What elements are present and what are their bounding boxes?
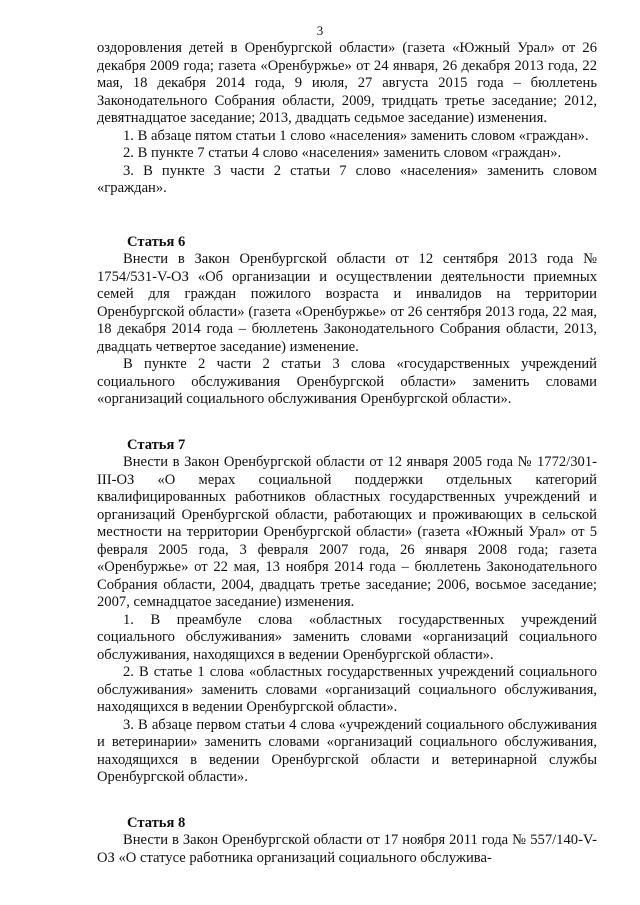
intro-item-1: 1. В абзаце пятом статьи 1 слово «населения» заменить словом «граждан».	[123, 127, 589, 144]
article-7-item-1: 1. В преамбуле слова «областных государственных учреждений социального обслуживания» заменить словами «организаций социального обслуживания, находящихся в ведении Оренбургской области».	[97, 611, 597, 663]
intro-item-3: 3. В пункте 3 части 2 статьи 7 слово «населения» заменить словом «граждан».	[97, 162, 597, 196]
article-6-body: Внести в Закон Оренбургской области от 12 сентября 2013 года № 1754/531-V-ОЗ «Об организации и осуществлении деятельности приемных семей для граждан пожилого возраста и инвалидов на территории Оренбургской области» (газета «Оренбуржье» от 26 сентября 2013 года, 22 мая, 18 декабря 2014 года – бюллетень Законодательного Собрания области, 2013, двадцать четвертое заседание) изменение.	[97, 251, 597, 355]
article-6-item: В пункте 2 части 2 статьи 3 слова «государственных учреждений социального обслуживания Оренбургской области» заменить словами «организаций социального обслуживания Оренбургской области».	[97, 356, 597, 407]
article-8-heading: Статья 8	[127, 814, 186, 831]
article-7-item-2: 2. В статье 1 слова «областных государственных учреждений социального обслуживания» заменить словами «организаций социального обслуживания, находящихся в ведении Оренбургской области».	[97, 664, 597, 715]
article-6-heading: Статья 6	[127, 233, 186, 250]
document-body	[97, 40, 597, 867]
page-number: 3	[316, 23, 324, 38]
article-7-item-3: 3. В абзаце первом статьи 4 слова «учреждений социального обслуживания и ветеринарии» заменить словами «организаций социального обслуживания, находящихся в ведении Оренбургской области и ветеринарной службы Оренбургской области».	[97, 716, 597, 785]
article-7-heading: Статья 7	[127, 436, 186, 453]
article-8-body: Внести в Закон Оренбургской области от 17 ноября 2011 года № 557/140-V-ОЗ «О статусе работника организаций социального обслужива-	[97, 832, 597, 866]
intro-paragraph: оздоровления детей в Оренбургской области» (газета «Южный Урал» от 26 декабря 2009 года; газета «Оренбуржье» от 24 января, 26 декабря 2013 года, 22 мая, 18 декабря 2014 года, 9 июля, 27 августа 2015 года – бюллетень Законодательного Собрания области, 2009, тридцать третье заседание; 2012, девятнадцатое заседание; 2013, двадцать седьмое заседание) изменения.	[97, 40, 597, 126]
intro-item-2: 2. В пункте 7 статьи 4 слово «населения» заменить словом «граждан».	[123, 145, 562, 161]
article-7-body: Внести в Закон Оренбургской области от 12 января 2005 года № 1772/301-III-ОЗ «О мерах социальной поддержки отдельных категорий квалифицированных работников областных государственных учреждений и организаций Оренбургской области, работающих и проживающих в сельской местности на территории Оренбургской области» (газета «Южный Урал» от 5 февраля 2005 года, 3 февраля 2007 года, 26 января 2008 года; газета «Оренбуржье» от 22 мая, 13 ноября 2014 года – бюллетень Законодательного Собрания области, 2004, двадцать третье заседание; 2006, восьмое заседание; 2007, семнадцатое заседание) изменения.	[97, 454, 597, 610]
